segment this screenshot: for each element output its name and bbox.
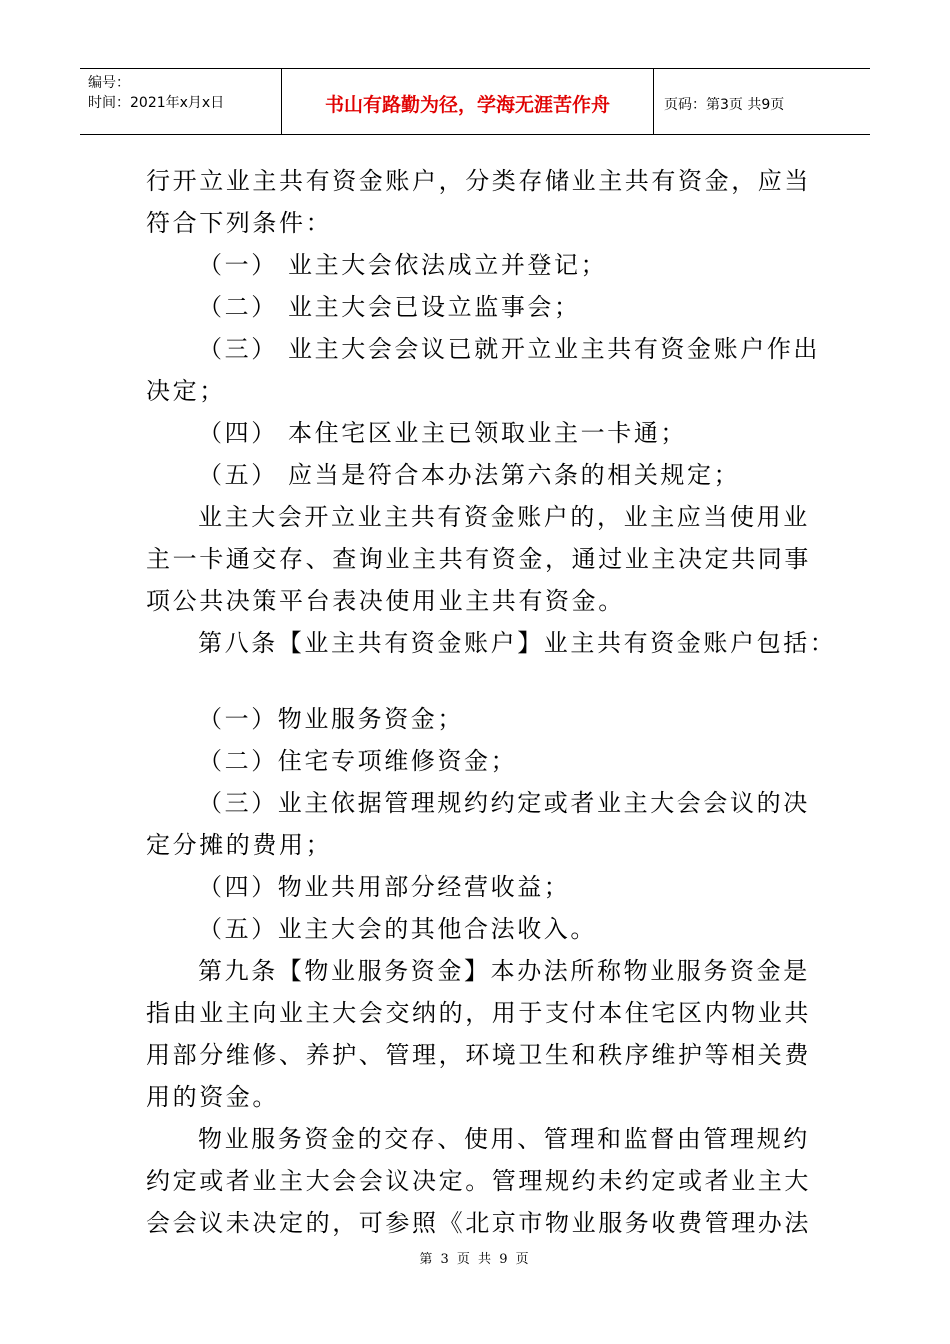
header-meta-cell [80, 69, 282, 134]
body-line: 主一卡通交存、查询业主共有资金，通过业主决定共同事 [146, 545, 811, 573]
document-time-label: 时间：2021年x月x日 [88, 95, 225, 111]
article-9-heading: 第九条【物业服务资金】本办法所称物业服务资金是 [198, 957, 810, 985]
body-line: 指由业主向业主大会交纳的，用于支付本住宅区内物业共 [146, 999, 811, 1027]
document-body [146, 160, 837, 1244]
header-motto-cell [282, 69, 654, 134]
account-item: （四）物业共用部分经营收益； [198, 873, 571, 901]
body-line: 项公共决策平台表决使用业主共有资金。 [146, 587, 625, 615]
body-line: 约定或者业主大会会议决定。管理规约未约定或者业主大 [146, 1167, 811, 1195]
body-line: 符合下列条件： [146, 209, 333, 237]
condition-item: （四） 本住宅区业主已领取业主一卡通； [198, 419, 688, 447]
body-line: 决定； [146, 377, 226, 405]
condition-item: （三） 业主大会会议已就开立业主共有资金账户作出 [198, 335, 821, 363]
body-line: 行开立业主共有资金账户，分类存储业主共有资金，应当 [146, 167, 811, 195]
body-line: 用的资金。 [146, 1083, 279, 1111]
paragraph-start: 业主大会开立业主共有资金账户的，业主应当使用业 [198, 503, 810, 531]
account-item: （五）业主大会的其他合法收入。 [198, 915, 597, 943]
account-item: （一）物业服务资金； [198, 705, 464, 733]
body-line: 定分摊的费用； [146, 831, 333, 859]
header-page-cell [654, 69, 870, 134]
body-line: 用部分维修、养护、管理，环境卫生和秩序维护等相关费 [146, 1041, 811, 1069]
page-footer [0, 1248, 950, 1267]
account-item: （三）业主依据管理规约约定或者业主大会会议的决 [198, 789, 810, 817]
condition-item: （二） 业主大会已设立监事会； [198, 293, 581, 321]
document-header [80, 68, 870, 135]
condition-item: （五） 应当是符合本办法第六条的相关规定； [198, 461, 741, 489]
document-number-label: 编号： [88, 75, 130, 91]
paragraph-start: 物业服务资金的交存、使用、管理和监督由管理规约 [198, 1125, 810, 1153]
account-item: （二）住宅专项维修资金； [198, 747, 518, 775]
condition-item: （一） 业主大会依法成立并登记； [198, 251, 608, 279]
header-page-info: 页码：第3页 共9页 [664, 96, 785, 113]
header-motto: 书山有路勤为径，学海无涯苦作舟 [324, 94, 610, 116]
article-8-heading: 第八条【业主共有资金账户】业主共有资金账户包括： [198, 629, 837, 657]
footer-page-number: 第 3 页 共 9 页 [419, 1252, 531, 1267]
body-line: 会会议未决定的，可参照《北京市物业服务收费管理办法 [146, 1209, 811, 1237]
